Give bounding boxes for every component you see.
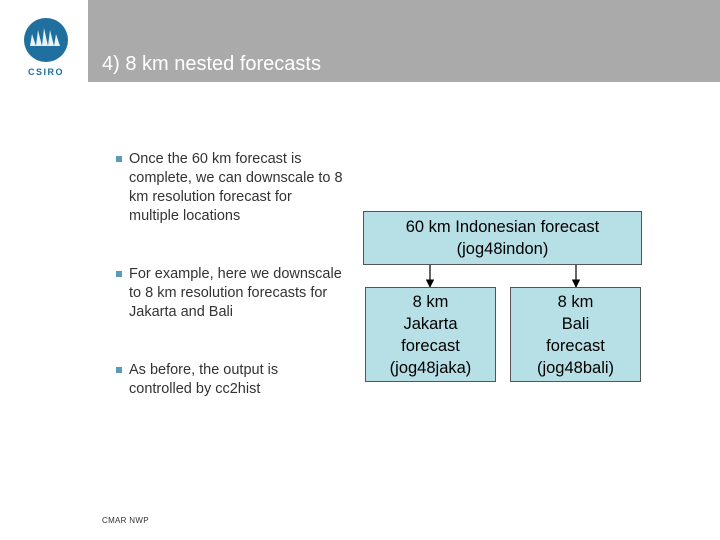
bullet-text: Once the 60 km forecast is complete, we can downscale to 8 km resolution forecast for multiple locations xyxy=(129,151,343,224)
indonesian-forecast-line2: (jog48indon) xyxy=(456,240,549,258)
logo-text: CSIRO xyxy=(27,67,65,77)
jakarta-forecast-box xyxy=(365,287,496,382)
bullet-text: For example, here we downscale to 8 km resolution forecasts for Jakarta and Bali xyxy=(129,266,342,320)
bali-forecast-box xyxy=(510,287,641,382)
slide-title: 4) 8 km nested forecasts xyxy=(102,53,321,75)
footer-label: CMAR NWP xyxy=(102,516,149,525)
bullet-text: As before, the output is controlled by cc2hist xyxy=(129,362,279,397)
bali-forecast-text: 8 km Bali forecast (jog48bali) xyxy=(536,292,615,377)
jakarta-forecast-text: 8 km Jakarta forecast (jog48jaka) xyxy=(389,292,472,377)
indonesian-forecast-line1: 60 km Indonesian forecast xyxy=(405,218,600,236)
